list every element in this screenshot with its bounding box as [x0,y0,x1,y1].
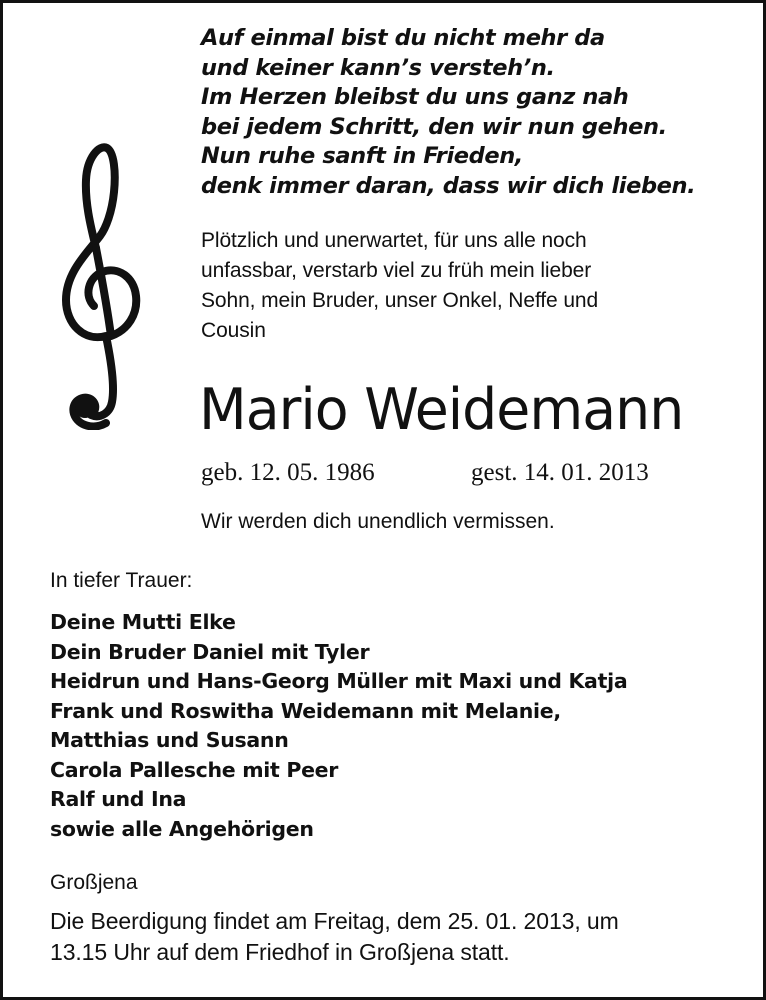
birth-date: geb. 12. 05. 1986 [201,459,375,486]
family-line: Frank und Roswitha Weidemann mit Melanie, [50,698,561,723]
family-list [50,608,627,844]
family-line: Dein Bruder Daniel mit Tyler [50,639,370,664]
deceased-name: Mario Weidemann [199,377,684,443]
intro-line: Plötzlich und unerwartet, für uns alle noch [201,229,587,252]
farewell-text: Wir werden dich unendlich vermissen. [201,510,555,533]
life-dates [201,456,649,490]
place-name: Großjena [50,871,138,894]
funeral-line: 13.15 Uhr auf dem Friedhof in Großjena statt. [50,939,510,965]
intro-line: Cousin [201,319,266,342]
poem-line: Im Herzen bleibst du uns ganz nah [201,84,629,110]
intro-line: Sohn, mein Bruder, unser Onkel, Neffe und [201,289,599,312]
mourning-label: In tiefer Trauer: [50,569,193,592]
treble-clef-icon [44,140,144,430]
poem-line: denk immer daran, dass wir dich lieben. [201,172,696,199]
family-line: Matthias und Susann [50,728,289,752]
poem [201,24,695,201]
family-line: Deine Mutti Elke [50,610,236,634]
funeral-line: Die Beerdigung findet am Freitag, dem 25. 01. 2013, um [50,908,619,934]
poem-line: bei jedem Schritt, den wir nun gehen. [201,113,667,140]
family-line: Ralf und Ina [50,787,187,811]
intro-line: unfassbar, verstarb viel zu früh mein lieber [201,259,592,282]
poem-line: und keiner kann’s versteh’n. [201,54,555,81]
funeral-info [50,906,619,968]
family-line: Carola Pallesche mit Peer [50,757,339,782]
poem-line: Nun ruhe sanft in Frieden, [201,143,523,169]
family-line: Heidrun und Hans-Georg Müller mit Maxi und Katja [50,669,628,693]
poem-line: Auf einmal bist du nicht mehr da [201,25,605,51]
family-line: sowie alle Angehörigen [50,816,314,841]
intro-text [201,226,731,346]
death-date: gest. 14. 01. 2013 [471,459,649,486]
